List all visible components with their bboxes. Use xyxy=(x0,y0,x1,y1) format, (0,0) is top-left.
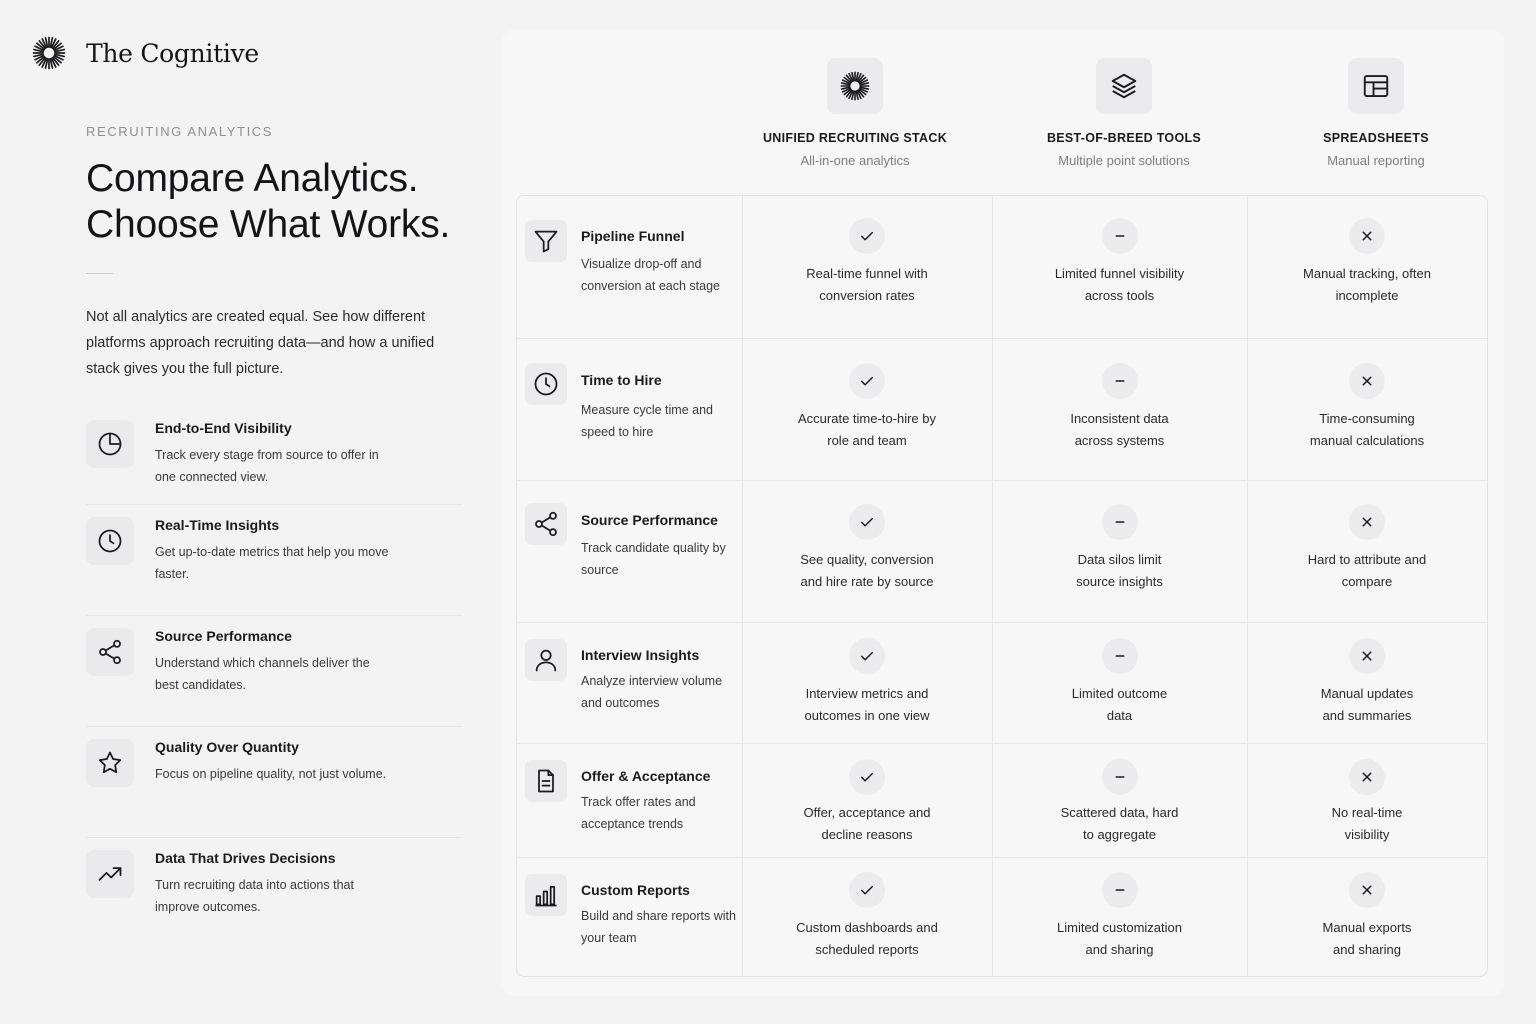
table-row xyxy=(517,196,1487,339)
cell-text: Manual updates and summaries xyxy=(1320,686,1414,723)
feature-item xyxy=(86,838,462,938)
feature-item xyxy=(86,408,462,505)
row-description: Measure cycle time and speed to hire xyxy=(581,403,714,439)
table-row xyxy=(517,744,1487,858)
row-title: Offer & Acceptance xyxy=(581,768,711,784)
minus-icon xyxy=(1102,759,1138,795)
feature-description: Understand which channels deliver the best candidates. xyxy=(155,656,370,692)
trend-up-icon xyxy=(86,850,134,898)
cell-text: Hard to attribute and compare xyxy=(1307,552,1427,589)
feature-item xyxy=(86,727,462,838)
cell-text: Scattered data, hard to aggregate xyxy=(1060,805,1179,842)
minus-icon xyxy=(1102,363,1138,399)
column-subtitle: Manual reporting xyxy=(1327,153,1425,168)
sunburst-logo-icon xyxy=(32,36,66,70)
headline-line-2: Choose What Works. xyxy=(86,203,451,246)
cell-text: Limited funnel visibility across tools xyxy=(1054,266,1185,303)
row-title: Source Performance xyxy=(581,512,718,528)
check-icon xyxy=(849,872,885,908)
feature-description: Turn recruiting data into actions that improve outcomes. xyxy=(155,878,354,914)
cell-unified xyxy=(742,196,992,338)
intro-text: Not all analytics are created equal. See how different platforms approach recruiting data—and how a unified stack gives you the full picture. xyxy=(86,309,435,377)
star-icon xyxy=(86,739,134,787)
feature-description: Track every stage from source to offer in one connected view. xyxy=(155,448,379,484)
row-title: Time to Hire xyxy=(581,372,662,388)
bar-chart-icon xyxy=(525,874,567,916)
share-icon xyxy=(86,628,134,676)
feature-title: Source Performance xyxy=(155,628,292,644)
cell-text: Interview metrics and outcomes in one view xyxy=(804,686,930,723)
cell-unified xyxy=(742,481,992,622)
table-row xyxy=(517,481,1487,623)
cell-spreadsheets xyxy=(1247,196,1487,338)
minus-icon xyxy=(1102,638,1138,674)
brand-name: The Cognitive xyxy=(86,38,259,68)
cell-text: Manual tracking, often incomplete xyxy=(1303,266,1431,303)
cell-spreadsheets xyxy=(1247,744,1487,857)
cell-text: Time-consuming manual calculations xyxy=(1309,411,1425,448)
cell-text: Limited outcome data xyxy=(1071,686,1168,723)
divider xyxy=(86,273,113,274)
cell-text: See quality, conversion and hire rate by source xyxy=(800,552,934,589)
cell-text: Manual exports and sharing xyxy=(1322,920,1412,957)
comparison-table xyxy=(516,195,1488,977)
comparison-card xyxy=(502,30,1504,996)
row-title: Interview Insights xyxy=(581,647,700,663)
cell-text: Inconsistent data across systems xyxy=(1070,411,1169,448)
column-header-unified xyxy=(730,58,980,168)
row-description: Track candidate quality by source xyxy=(581,541,726,577)
column-header-best-of-breed xyxy=(999,58,1249,168)
feature-title: End-to-End Visibility xyxy=(155,420,292,436)
column-subtitle: All-in-one analytics xyxy=(800,153,910,168)
check-icon xyxy=(849,759,885,795)
column-title: SPREADSHEETS xyxy=(1323,131,1429,145)
clock-icon xyxy=(525,363,567,405)
cell-text: Accurate time-to-hire by role and team xyxy=(798,411,936,448)
cell-unified xyxy=(742,339,992,480)
table-row xyxy=(517,623,1487,744)
x-icon xyxy=(1349,218,1385,254)
minus-icon xyxy=(1102,218,1138,254)
check-icon xyxy=(849,218,885,254)
funnel-icon xyxy=(525,220,567,262)
cell-best-of-breed xyxy=(992,339,1247,480)
cell-text: Data silos limit source insights xyxy=(1076,552,1163,589)
brand[interactable] xyxy=(32,36,259,70)
feature-title: Quality Over Quantity xyxy=(155,739,299,755)
cell-spreadsheets xyxy=(1247,623,1487,743)
page-title xyxy=(86,156,486,248)
column-title: UNIFIED RECRUITING STACK xyxy=(762,131,948,145)
cell-text: Real-time funnel with conversion rates xyxy=(806,266,928,303)
feature-list xyxy=(86,408,462,938)
headline-line-1: Compare Analytics. xyxy=(86,157,419,200)
row-description: Analyze interview volume and outcomes xyxy=(581,674,723,710)
x-icon xyxy=(1349,504,1385,540)
row-description: Build and share reports with your team xyxy=(581,909,736,945)
minus-icon xyxy=(1102,504,1138,540)
feature-title: Real-Time Insights xyxy=(155,517,280,533)
cell-unified xyxy=(742,858,992,977)
layers-icon xyxy=(1096,58,1152,114)
check-icon xyxy=(849,363,885,399)
row-title: Pipeline Funnel xyxy=(581,228,685,244)
column-header-spreadsheets xyxy=(1251,58,1501,168)
share-icon xyxy=(525,503,567,545)
check-icon xyxy=(849,504,885,540)
x-icon xyxy=(1349,872,1385,908)
cell-spreadsheets xyxy=(1247,858,1487,977)
x-icon xyxy=(1349,363,1385,399)
minus-icon xyxy=(1102,872,1138,908)
cell-best-of-breed xyxy=(992,858,1247,977)
pie-chart-icon xyxy=(86,420,134,468)
cell-text: Custom dashboards and scheduled reports xyxy=(796,920,938,957)
eyebrow: RECRUITING ANALYTICS xyxy=(86,124,274,139)
x-icon xyxy=(1349,638,1385,674)
feature-title: Data That Drives Decisions xyxy=(155,850,336,866)
row-description: Visualize drop-off and conversion at each stage xyxy=(581,257,720,293)
row-title: Custom Reports xyxy=(581,882,690,898)
cell-best-of-breed xyxy=(992,481,1247,622)
cell-best-of-breed xyxy=(992,744,1247,857)
cell-text: Limited customization and sharing xyxy=(1057,920,1182,957)
cell-best-of-breed xyxy=(992,196,1247,338)
spreadsheet-icon xyxy=(1348,58,1404,114)
sunburst-icon xyxy=(827,58,883,114)
x-icon xyxy=(1349,759,1385,795)
clock-icon xyxy=(86,517,134,565)
document-icon xyxy=(525,760,567,802)
table-row xyxy=(517,858,1487,977)
cell-spreadsheets xyxy=(1247,481,1487,622)
cell-best-of-breed xyxy=(992,623,1247,743)
feature-item xyxy=(86,616,462,727)
column-subtitle: Multiple point solutions xyxy=(1058,153,1190,168)
cell-text: Offer, acceptance and decline reasons xyxy=(803,805,931,842)
table-row xyxy=(517,339,1487,481)
check-icon xyxy=(849,638,885,674)
cell-unified xyxy=(742,744,992,857)
cell-spreadsheets xyxy=(1247,339,1487,480)
feature-item xyxy=(86,505,462,616)
feature-description: Focus on pipeline quality, not just volume. xyxy=(155,767,387,781)
cell-text: No real-time visibility xyxy=(1331,805,1403,842)
column-title: BEST-OF-BREED TOOLS xyxy=(1046,131,1202,145)
user-icon xyxy=(525,639,567,681)
feature-description: Get up-to-date metrics that help you move faster. xyxy=(155,545,389,581)
row-description: Track offer rates and acceptance trends xyxy=(581,795,696,831)
cell-unified xyxy=(742,623,992,743)
